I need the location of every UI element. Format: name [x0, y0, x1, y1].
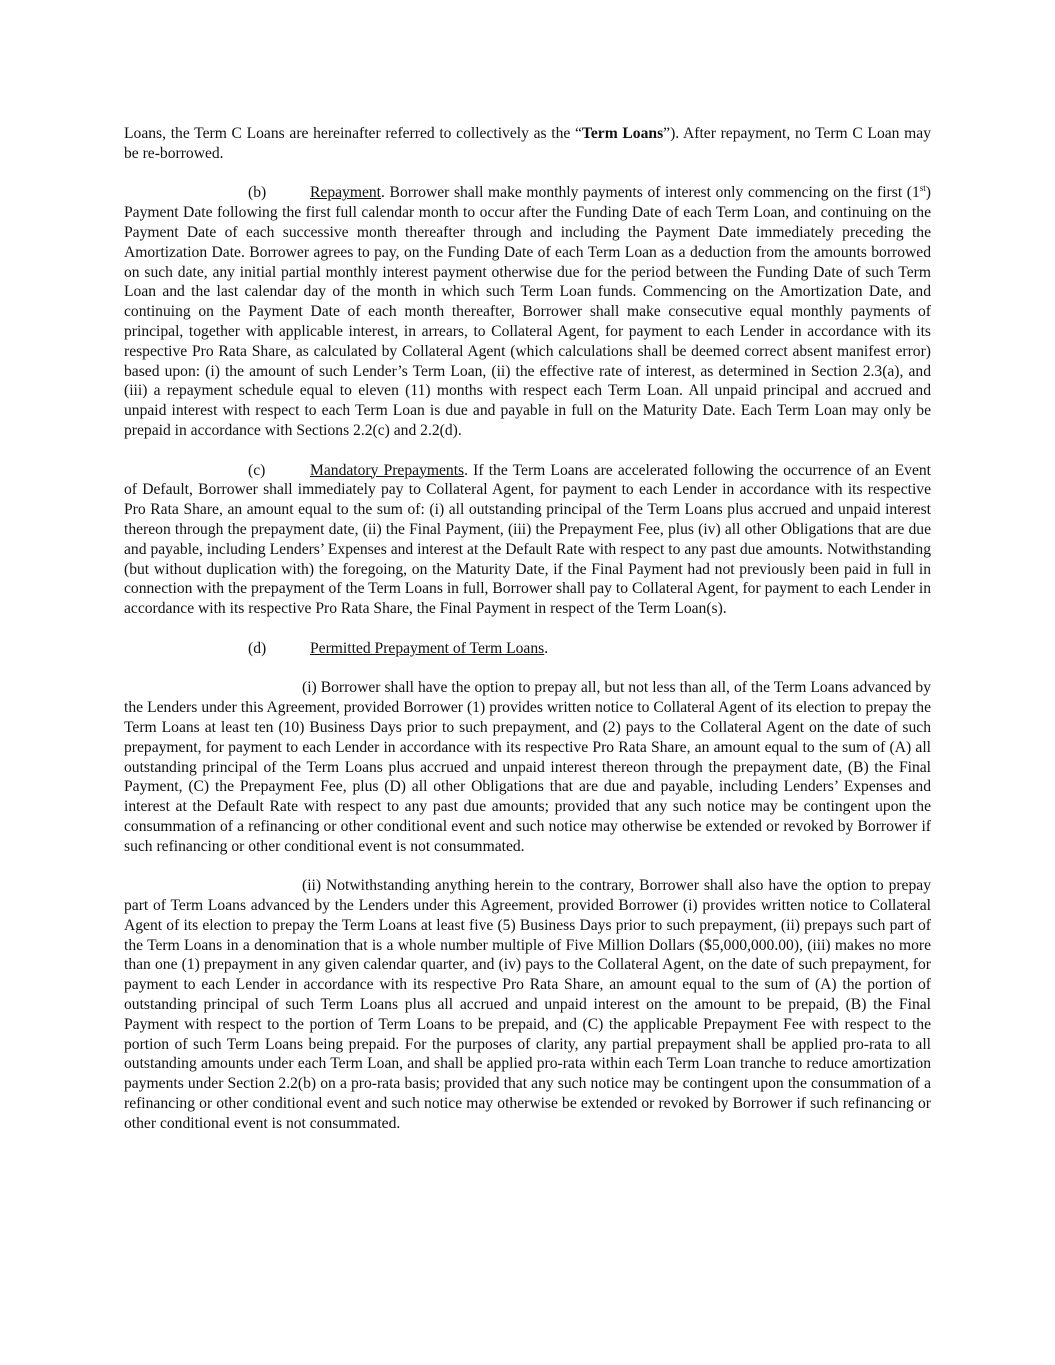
- document-page: [124, 124, 931, 1153]
- section-heading-mandatory-prepayments: Mandatory Prepayments: [310, 461, 465, 479]
- section-c-mandatory-prepayments: (c) Mandatory Prepayments. If the Term Loans are accelerated following the occurrence of an Event of Default, Borrower shall immediately pay to Collateral Agent, for payment to each Lender in accordance with its respective Pro Rata Share, an amount equal to the sum of: (i) all outstanding principal of the Term Loans plus accrued and unpaid interest thereon through the prepayment date, (ii) the Final Payment, (iii) the Prepayment Fee, plus (iv) all other Obligations that are due and payable, including Lenders’ Expenses and interest at the Default Rate with respect to any past due amounts. Notwithstanding (but without duplication with) the foregoing, on the Maturity Date, if the Final Payment had not previously been paid in full in connection with the prepayment of the Term Loans in full, Borrower shall pay to Collateral Agent, for payment to each Lender in accordance with its respective Pro Rata Share, the Final Payment in respect of the Term Loan(s).: [124, 461, 931, 618]
- defined-term-term-loans: Term Loans: [581, 125, 664, 142]
- section-d-heading: (d) Permitted Prepayment of Term Loans.: [248, 639, 549, 657]
- section-d-clause-i: (i) Borrower shall have the option to prepay all, but not less than all, of the Term Loans advanced by the Lenders under this Agreement, provided Borrower (1) provides written notice to Collateral Agent of its election to prepay the Term Loans at least ten (10) Business Days prior to such prepayment, and (2) pays to the Collateral Agent on the date of such prepayment, for payment to each Lender in accordance with its respective Pro Rata Share, an amount equal to the sum of (A) all outstanding principal of the Term Loans plus accrued and unpaid interest thereon through the prepayment date, (B) the Final Payment, (C) the Prepayment Fee, plus (D) all other Obligations that are due and payable, including Lenders’ Expenses and interest at the Default Rate with respect to any past due amounts; provided that any such notice may be contingent upon the consummation of a refinancing or other conditional event and such notice may otherwise be extended or revoked by Borrower if such refinancing or other conditional event is not consummated.: [124, 679, 931, 855]
- section-heading-repayment: Repayment: [310, 184, 382, 202]
- ordinal-superscript: st: [919, 183, 926, 194]
- section-label-c: (c): [248, 461, 266, 479]
- section-b-repayment: (b) Repayment. Borrower shall make monthly payments of interest only commencing on the first (1st) Payment Date following the first full calendar month to occur after the Funding Date of each Term Loan, and continuing on the Payment Date of each successive month thereafter through and including the Payment Date immediately preceding the Amortization Date. Borrower agrees to pay, on the Funding Date of each Term Loan as a deduction from the amounts borrowed on such date, any initial partial monthly interest payment otherwise due for the period between the Funding Date of such Term Loan and the last calendar day of the month in which such Term Loan funds. Commencing on the Amortization Date, and continuing on the Payment Date of each month thereafter, Borrower shall make consecutive equal monthly payments of principal, together with applicable interest, in arrears, to Collateral Agent, for payment to each Lender in accordance with its respective Pro Rata Share, as calculated by Collateral Agent (which calculations shall be deemed correct absent manifest error) based upon: (i) the amount of such Lender’s Term Loan, (ii) the effective rate of interest, as determined in Section 2.3(a), and (iii) a repayment schedule equal to eleven (11) months with respect each Term Loan. All unpaid principal and accrued and unpaid interest with respect to each Term Loan is due and payable in full on the Maturity Date. Each Term Loan may only be prepaid in accordance with Sections 2.2(c) and 2.2(d).: [124, 183, 931, 439]
- section-label-b: (b): [248, 184, 267, 202]
- paragraph-term-loans-continuation: Loans, the Term C Loans are hereinafter referred to collectively as the “Term Loans”). After repayment, no Term C Loan may be re-borrowed.: [124, 125, 931, 162]
- section-d-clause-ii: (ii) Notwithstanding anything herein to the contrary, Borrower shall also have the option to prepay part of Term Loans advanced by the Lenders under this Agreement, provided Borrower (i) provides written notice to Collateral Agent of its election to prepay the Term Loans at least five (5) Business Days prior to such prepayment, (ii) prepays such part of the Term Loans in a denomination that is a whole number multiple of Five Million Dollars ($5,000,000.00), (iii) makes no more than one (1) prepayment in any given calendar quarter, and (iv) pays to the Collateral Agent, on the date of such prepayment, for payment to each Lender in accordance with its respective Pro Rata Share, an amount equal to the sum of (A) the portion of outstanding principal of such Term Loans plus all accrued and unpaid interest on the amount to be prepaid, (B) the Final Payment with respect to the portion of Term Loans to be prepaid, and (C) the applicable Prepayment Fee with respect to the portion of such Term Loans being prepaid. For the purposes of clarity, any partial prepayment shall be applied pro-rata to all outstanding amounts under each Term Loan, and shall be applied pro-rata within each Term Loan tranche to reduce amortization payments under Section 2.2(b) on a pro-rata basis; provided that any such notice may be contingent upon the consummation of a refinancing or other conditional event and such notice may otherwise be extended or revoked by Borrower if such refinancing or other conditional event is not consummated.: [124, 877, 931, 1132]
- section-heading-permitted-prepayment: Permitted Prepayment of Term Loans: [310, 639, 545, 657]
- section-label-d: (d): [248, 639, 267, 657]
